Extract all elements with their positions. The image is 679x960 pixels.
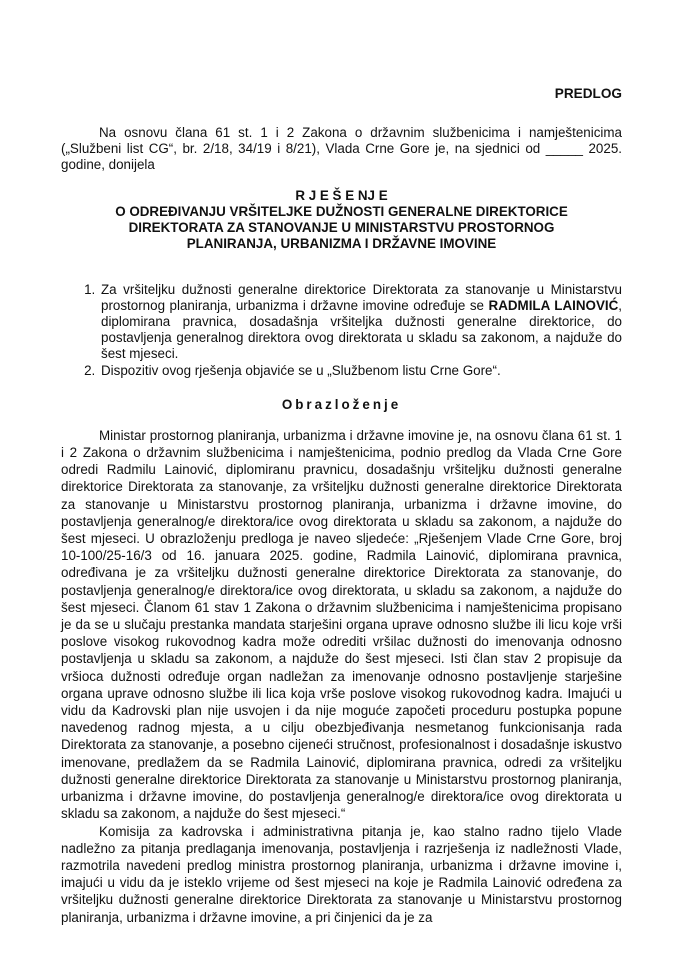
proposal-label: PREDLOG [554, 86, 622, 101]
intro-paragraph: Na osnovu člana 61 st. 1 i 2 Zakona o državnim službenicima i namještenicima („Službeni list CG“, br. 2/18, 34/19 i 8/21), Vlada Crne Gore je, na sjednici od _____ 2025. godine, donijela [61, 125, 622, 173]
item-text: Za vršiteljku dužnosti generalne direktorice Direktorata za stanovanje u Ministarstvu prostornog planiranja, urbanizma i državne imovine određuje se [101, 281, 622, 313]
body-paragraph: Ministar prostornog planiranja, urbanizma i državne imovine je, na osnovu člana 61 st. 1 i 2 Zakona o državnim službenicima i namještenicima, podnio predlog da Vlada Crne Gore odredi Radmilu Lainović, diplomiranu pravnicu, dosadašnju vršiteljku dužnosti generalne direktorice Direktorata za stanovanje, za vršiteljku dužnosti generalne direktorice Direktorata za stanovanje u Ministarstvu prostornog planiranja, urbanizma i državne imovine, do postavljenja generalnog/e direktora/ice ovog direktorata u skladu sa zakonom, a najduže do šest mjeseci. U obrazloženju predloga je naveo sljedeće: „Rješenjem Vlade Crne Gore, broj 10-100/25-16/3 od 16. januara 2025. godine, Radmila Lainović, diplomirana pravnica, određivana je za vršiteljku dužnosti generalne direktorice Direktorata za stanovanje, do postavljenja generalnog/e direktora/ice ovog direktorata, u skladu sa zakonom, a najduže do šest mjeseci. Članom 61 stav 1 Zakona o državnim službenicima i namještenicima propisano je da se u slučaju prestanka mandata starješini organa uprave odnosno službe ili licu koje vrši poslove visokog rukovodnog kadra može odrediti vršilac dužnosti do imenovanja odnosno postavljenja u skladu sa zakonom, a najduže do šest mjeseci. Isti član stav 2 propisuje da vršioca dužnosti određuje organ nadležan za imenovanje odnosno postavljenje starješine organa uprave odnosno službe ili lica koja vrše poslove visokog rukovodnog kadra. Imajući u vidu da Kadrovski plan nije usvojen i da nije moguće započeti proceduru postupka popune navedenog radnog mjesta, a u cilju obezbjeđivanja nesmetanog funkcionisanja rada Direktorata za stanovanje, a posebno cijeneći stručnost, profesionalnost i dosadašnje iskustvo imenovane, predlažem da se Radmila Lainović, diplomirana pravnica, odredi za vršiteljku dužnosti generalne direktorice Direktorata za stanovanje u Ministarstvu prostornog planiranja, urbanizma i državne imovine, do postavljenja generalnog/e direktora/ice ovog direktorata u skladu sa zakonom, a najduže do šest mjeseci.“ [61, 427, 622, 822]
decision-items [83, 282, 622, 379]
title-line: R J E Š E NJ E [295, 187, 388, 203]
section-heading: Obrazloženje [281, 396, 402, 412]
list-item [99, 282, 622, 363]
title-line: PLANIRANJA, URBANIZMA I DRŽAVNE IMOVINE [186, 235, 497, 251]
body-paragraph: Komisija za kadrovska i administrativna pitanja je, kao stalno radno tijelo Vlade nadležno za pitanja predlaganja imenovanja, postavljenja i razrješenja iz nadležnosti Vlade, razmotrila navedeni predlog ministra prostornog planiranja, urbanizma i državne imovine i, imajući u vidu da je isteklo vrijeme od šest mjeseci na koje je Radmila Lainović određena za vršiteljku dužnosti generalne direktorice Direktorata za stanovanje u Ministarstvu prostornog planiranja, urbanizma i državne imovine, a pri činjenici da je za [61, 823, 622, 925]
list-item: 2. Dispozitiv ovog rješenja objaviće se u „Službenom listu Crne Gore“. [99, 363, 622, 379]
decision-title [61, 188, 622, 252]
item-text: , diplomirana pravnica, dosadašnja vršiteljka dužnosti generalne direktorice, do postavljenja generalnog direktora ovog direktorata u skladu sa zakonom, a najduže do šest mjeseci. [101, 297, 623, 362]
person-name: RADMILA LAINOVIĆ [488, 297, 619, 313]
document-page [61, 0, 622, 926]
title-line: DIREKTORATA ZA STANOVANJE U MINISTARSTVU PROSTORNOG [128, 219, 555, 235]
title-line: O ODREĐIVANJU VRŠITELJKE DUŽNOSTI GENERALNE DIREKTORICE [115, 203, 568, 219]
